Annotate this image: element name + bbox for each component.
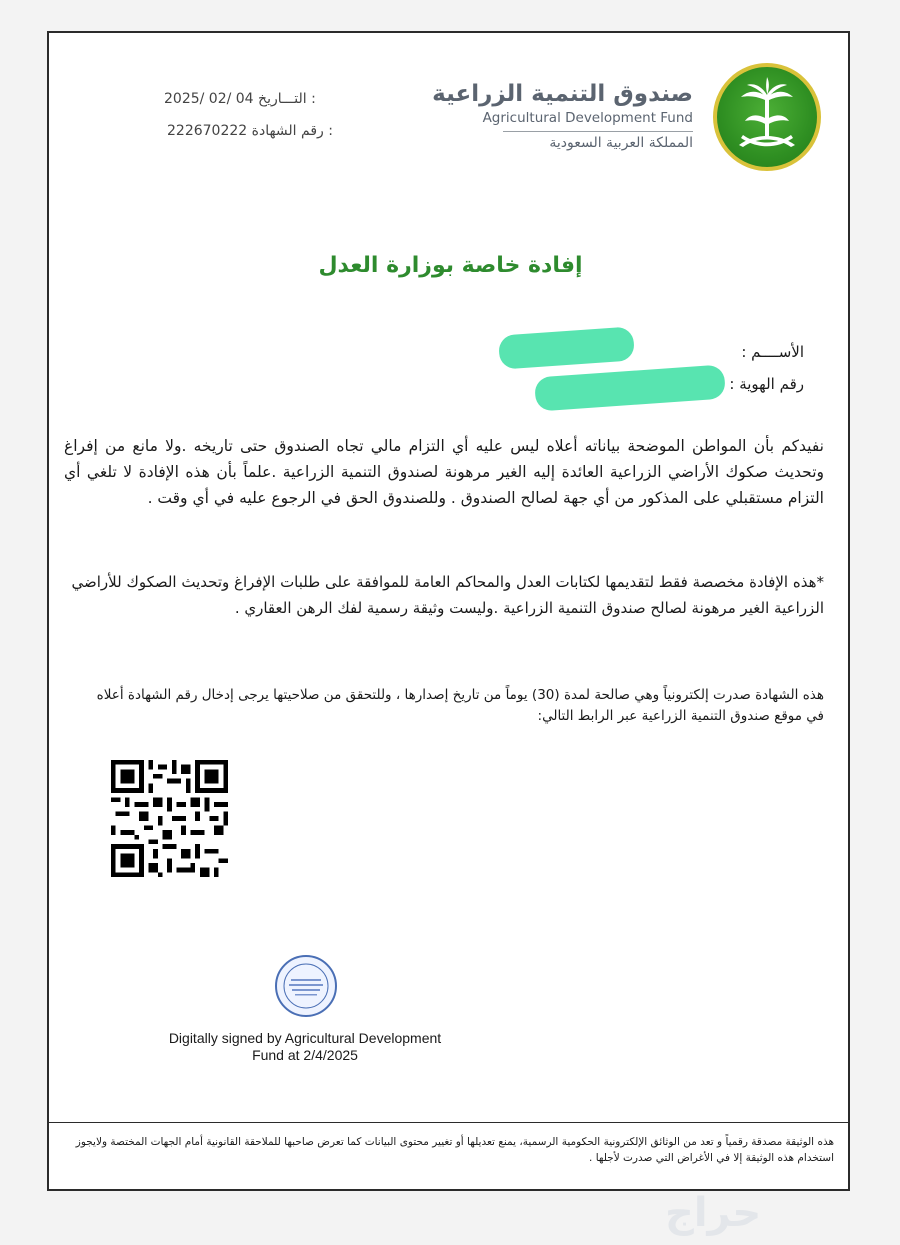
certificate-number-row [167,123,333,139]
date-label: التـــاريخ : [258,91,316,107]
fund-logo [713,63,821,171]
fund-name-english: Agricultural Development Fund [482,110,693,126]
country-name: المملكة العربية السعودية [549,135,693,151]
certificate-page [47,31,850,1191]
footer-disclaimer: هذه الوثيقة مصدقة رقمياً و تعد من الوثائق الإلكترونية الحكومية الرسمية، يمنع تعديلها أو تغيير محتوى البيانات كما تعرض صاحبها للملاحقة القانونية أمام الجهات المختصة ولايجوز استخدام هذه الوثيقة إلا في الأغراض التي صدرت لأجلها . [75,1136,834,1164]
header-divider [503,131,693,132]
name-redaction [498,326,635,369]
palm-swords-icon [717,67,817,167]
body-paragraph: نفيدكم بأن المواطن الموضحة بياناته أعلاه ليس عليه أي التزام مالي تجاه الصندوق حتى تاريخه .ولا مانع من إفراغ وتحديث صكوك الأراضي الزراعية العائدة إليه الغير مرهونة لصندوق التنمية الزراعية .علماً بأن هذه الإفادة لا تلغي أي التزام مستقبلي على المذكور من أي جهة لصالح الصندوق . وللصندوق الحق في الرجوع عليه في أي وقت . [64,437,824,507]
signature-line-1: Digitally signed by Agricultural Development [168,1030,442,1046]
footer-divider [49,1122,848,1123]
certificate-number-value: 222670222 [167,123,248,139]
official-seal [275,955,337,1017]
date-value: 2025/ 02/ 04 [164,91,254,107]
watermark-logo: حراج [665,1190,762,1236]
id-redaction [534,364,726,411]
qr-code [111,760,228,877]
date-row [164,91,316,107]
seal-icon [277,957,335,1015]
id-label: رقم الهوية : [729,375,804,393]
name-label: الأســــم : [741,343,804,361]
certificate-number-label: رقم الشهادة : [251,123,333,139]
digital-signature [145,1030,465,1064]
page-title: إفادة خاصة بوزارة العدل [318,253,583,278]
validity-notice: هذه الشهادة صدرت إلكترونياً وهي صالحة لمدة (30) يوماً من تاريخ إصدارها ، وللتحقق من صلاحيتها يرجى إدخال رقم الشهادة أعلاه في موقع صندوق التنمية الزراعية عبر الرابط التالي: [96,687,824,724]
signature-line-2: Fund at 2/4/2025 [252,1047,358,1063]
usage-note: *هذه الإفادة مخصصة فقط لتقديمها لكتابات العدل والمحاكم العامة للموافقة على طلبات الإفراغ وتحديث الصكوك للأراضي الزراعية الغير مرهونة لصالح صندوق التنمية الزراعية .وليست وثيقة رسمية لفك الرهن العقاري . [71,573,824,617]
fund-name-arabic: صندوق التنمية الزراعية [432,81,693,107]
